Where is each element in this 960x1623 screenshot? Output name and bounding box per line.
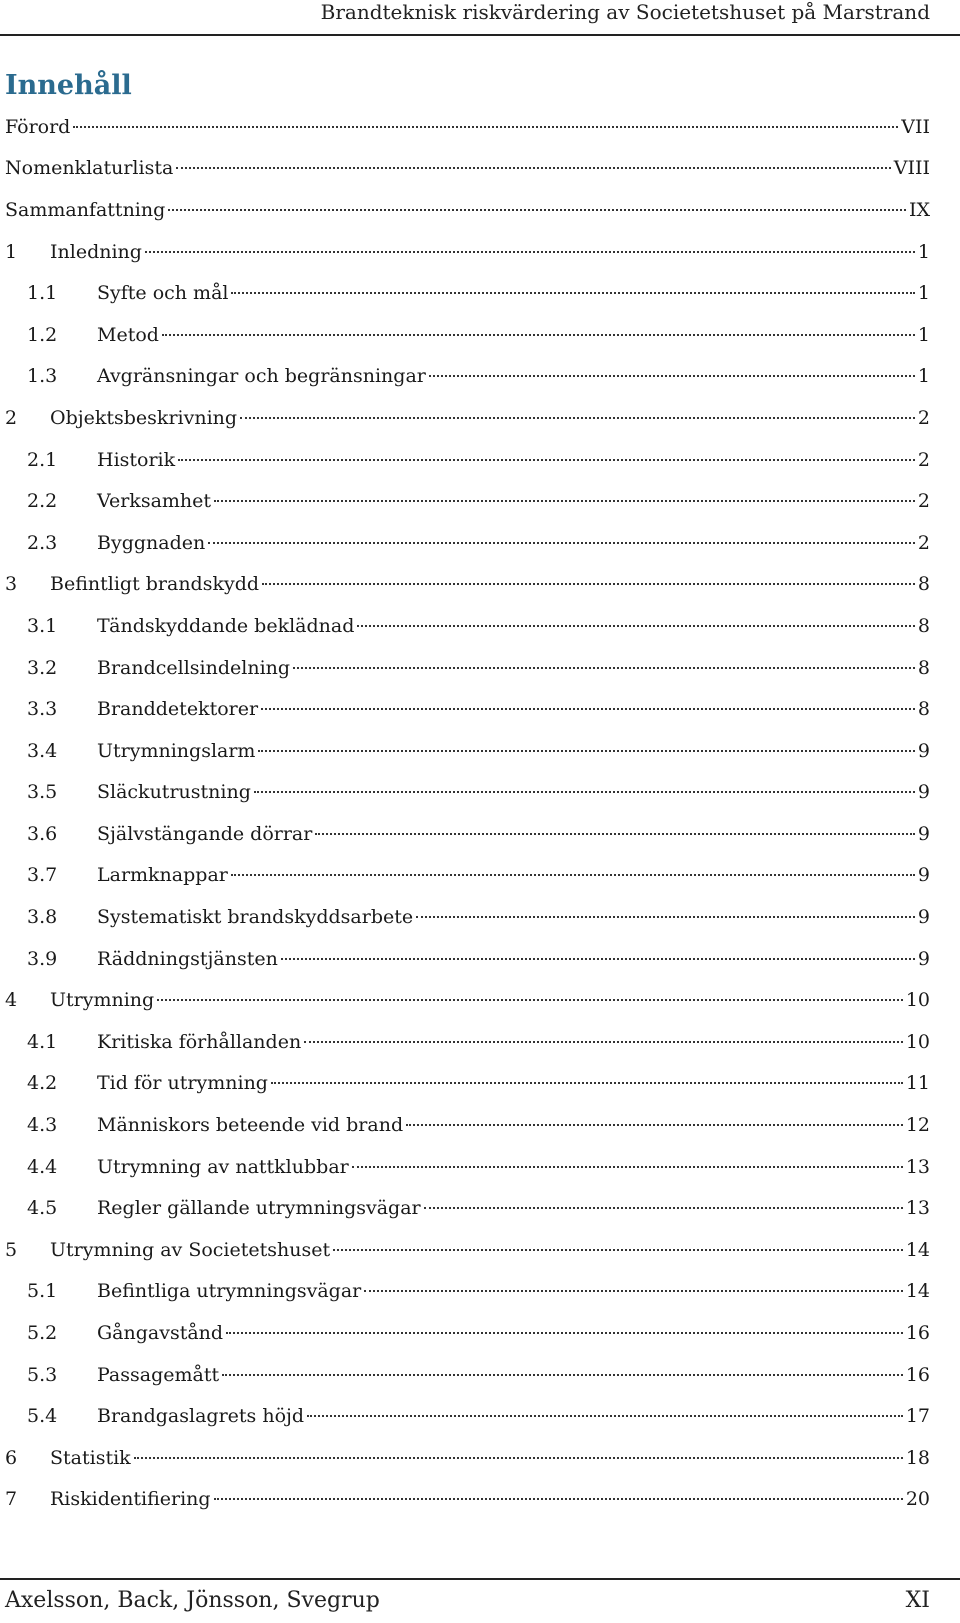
- dot-leader: [214, 500, 915, 502]
- toc-entry-page: 1: [917, 240, 930, 263]
- toc-entry-line: [97, 1280, 930, 1302]
- toc-entry-page: 20: [905, 1488, 930, 1511]
- table-of-contents: [0, 106, 960, 1520]
- toc-entry-number: 4.2: [27, 1072, 58, 1095]
- page-footer: [0, 1578, 960, 1623]
- toc-entry-label: Tändskyddande beklädnad: [97, 614, 355, 637]
- toc-entry-label: Brandgaslagrets höjd: [97, 1405, 305, 1428]
- toc-entry[interactable]: [0, 979, 960, 1021]
- footer-authors: Axelsson, Back, Jönsson, Svegrup: [5, 1588, 380, 1613]
- toc-entry[interactable]: [0, 772, 960, 814]
- toc-entry-page: 12: [905, 1114, 930, 1137]
- toc-entry[interactable]: [0, 1104, 960, 1146]
- toc-entry-label: Utrymning: [50, 989, 155, 1012]
- toc-entry-line: [97, 490, 930, 512]
- toc-entry[interactable]: [0, 896, 960, 938]
- toc-entry-page: 8: [917, 614, 930, 637]
- toc-entry-page: VII: [901, 115, 930, 138]
- toc-entry-page: 13: [905, 1197, 930, 1220]
- toc-entry-page: 10: [905, 1030, 930, 1053]
- toc-entry-label: Förord: [5, 115, 71, 138]
- toc-entry-line: [5, 116, 930, 138]
- toc-entry-number: 5.1: [27, 1280, 58, 1303]
- dot-leader: [231, 292, 914, 294]
- toc-entry-number: 2: [5, 406, 18, 429]
- toc-entry[interactable]: [0, 1437, 960, 1479]
- toc-entry[interactable]: [0, 314, 960, 356]
- toc-entry-label: Branddetektorer: [97, 698, 259, 721]
- toc-entry-line: [50, 989, 930, 1011]
- toc-entry[interactable]: [0, 522, 960, 564]
- toc-entry[interactable]: [0, 1312, 960, 1354]
- dot-leader: [162, 334, 915, 336]
- toc-entry[interactable]: [0, 148, 960, 190]
- toc-entry-line: [97, 1197, 930, 1219]
- toc-entry-number: 5.4: [27, 1405, 58, 1428]
- toc-entry-number: 3.6: [27, 822, 58, 845]
- toc-entry-line: [5, 199, 930, 221]
- toc-entry-label: Befintligt brandskydd: [50, 573, 260, 596]
- toc-entry-label: Verksamhet: [97, 490, 212, 513]
- toc-entry[interactable]: [0, 1146, 960, 1188]
- toc-entry[interactable]: [0, 480, 960, 522]
- toc-entry-number: 2.3: [27, 531, 58, 554]
- toc-entry-page: 1: [917, 323, 930, 346]
- toc-entry-page: VIII: [893, 157, 930, 180]
- dot-leader: [214, 1498, 903, 1500]
- toc-entry-number: 7: [5, 1488, 18, 1511]
- toc-entry[interactable]: [0, 730, 960, 772]
- dot-leader: [406, 1124, 903, 1126]
- toc-entry-line: [97, 698, 930, 720]
- toc-entry-number: 4.4: [27, 1155, 58, 1178]
- toc-entry-page: 16: [905, 1363, 930, 1386]
- toc-entry-line: [97, 1364, 930, 1386]
- toc-entry-number: 1.1: [27, 282, 58, 305]
- toc-entry-line: [97, 282, 930, 304]
- toc-entry-line: [97, 1072, 930, 1094]
- toc-entry-label: Sammanfattning: [5, 198, 166, 221]
- toc-entry-number: 5.3: [27, 1363, 58, 1386]
- toc-entry-page: 9: [917, 739, 930, 762]
- toc-entry-line: [97, 1031, 930, 1053]
- dot-leader: [352, 1166, 903, 1168]
- toc-entry[interactable]: [0, 855, 960, 897]
- dot-leader: [315, 833, 915, 835]
- toc-entry-number: 4: [5, 989, 18, 1012]
- toc-entry-line: [50, 573, 930, 595]
- toc-entry-line: [97, 1114, 930, 1136]
- toc-entry-number: 3.7: [27, 864, 58, 887]
- toc-entry-number: 3.9: [27, 947, 58, 970]
- toc-entry[interactable]: [0, 397, 960, 439]
- toc-entry-line: [97, 1156, 930, 1178]
- dot-leader: [178, 459, 915, 461]
- toc-entry-label: Passagemått: [97, 1363, 220, 1386]
- toc-entry-line: [5, 157, 930, 179]
- dot-leader: [424, 1207, 903, 1209]
- toc-entry-line: [50, 407, 930, 429]
- dot-leader: [226, 1332, 903, 1334]
- dot-leader: [240, 417, 915, 419]
- toc-entry[interactable]: [0, 1354, 960, 1396]
- toc-entry-page: IX: [908, 198, 930, 221]
- toc-entry-line: [97, 948, 930, 970]
- dot-leader: [254, 791, 915, 793]
- toc-entry[interactable]: [0, 1063, 960, 1105]
- toc-entry[interactable]: [0, 1021, 960, 1063]
- toc-entry[interactable]: [0, 356, 960, 398]
- toc-entry-label: Brandcellsindelning: [97, 656, 291, 679]
- toc-entry-label: Avgränsningar och begränsningar: [97, 365, 426, 388]
- toc-entry-number: 3: [5, 573, 18, 596]
- dot-leader: [73, 126, 898, 128]
- toc-entry[interactable]: [0, 813, 960, 855]
- toc-entry-label: Regler gällande utrymningsvägar: [97, 1197, 421, 1220]
- toc-entry-label: Gångavstånd: [97, 1322, 224, 1345]
- toc-entry-line: [97, 781, 930, 803]
- dot-leader: [429, 375, 915, 377]
- toc-entry-line: [97, 864, 930, 886]
- toc-entry-label: Syfte och mål: [97, 282, 229, 305]
- dot-leader: [134, 1457, 903, 1459]
- toc-entry-label: Självstängande dörrar: [97, 822, 313, 845]
- toc-entry[interactable]: [0, 938, 960, 980]
- toc-entry-page: 9: [917, 864, 930, 887]
- toc-entry-line: [97, 740, 930, 762]
- toc-entry-label: Larmknappar: [97, 864, 228, 887]
- toc-entry[interactable]: [0, 647, 960, 689]
- toc-entry[interactable]: [0, 106, 960, 148]
- toc-entry-number: 1.3: [27, 365, 58, 388]
- toc-entry[interactable]: [0, 231, 960, 273]
- toc-entry[interactable]: [0, 1479, 960, 1521]
- dot-leader: [357, 625, 915, 627]
- dot-leader: [304, 1041, 903, 1043]
- toc-entry-number: 4.1: [27, 1030, 58, 1053]
- toc-heading: Innehåll: [5, 70, 132, 101]
- dot-leader: [293, 667, 915, 669]
- toc-entry-page: 14: [905, 1238, 930, 1261]
- toc-entry-label: Släckutrustning: [97, 781, 251, 804]
- toc-entry-label: Utrymning av Societetshuset: [50, 1238, 331, 1261]
- toc-entry-label: Historik: [97, 448, 176, 471]
- toc-entry-page: 8: [917, 698, 930, 721]
- toc-entry[interactable]: [0, 272, 960, 314]
- toc-entry-number: 3.4: [27, 739, 58, 762]
- page-header: [0, 0, 960, 36]
- dot-leader: [262, 583, 915, 585]
- toc-entry-line: [97, 615, 930, 637]
- toc-entry-page: 9: [917, 947, 930, 970]
- toc-entry-label: Riskidentifiering: [50, 1488, 211, 1511]
- toc-entry-label: Kritiska förhållanden: [97, 1030, 302, 1053]
- toc-entry-number: 3.8: [27, 906, 58, 929]
- footer-page-number: XI: [905, 1588, 930, 1613]
- toc-entry-line: [97, 823, 930, 845]
- toc-entry[interactable]: [0, 1395, 960, 1437]
- dot-leader: [416, 916, 915, 918]
- toc-entry-line: [50, 1239, 930, 1261]
- toc-entry-label: Tid för utrymning: [97, 1072, 268, 1095]
- toc-entry-page: 9: [917, 822, 930, 845]
- toc-entry-line: [50, 1447, 930, 1469]
- toc-entry-page: 9: [917, 781, 930, 804]
- toc-entry-label: Metod: [97, 323, 159, 346]
- toc-entry[interactable]: [0, 189, 960, 231]
- toc-entry-number: 5.2: [27, 1322, 58, 1345]
- toc-entry-label: Befintliga utrymningsvägar: [97, 1280, 362, 1303]
- toc-entry-line: [97, 1322, 930, 1344]
- toc-entry[interactable]: [0, 1271, 960, 1313]
- toc-entry-number: 3.2: [27, 656, 58, 679]
- dot-leader: [364, 1290, 903, 1292]
- toc-entry-number: 2.2: [27, 490, 58, 513]
- toc-entry-line: [97, 906, 930, 928]
- toc-entry-line: [50, 1488, 930, 1510]
- toc-entry-page: 17: [905, 1405, 930, 1428]
- toc-entry-label: Utrymning av nattklubbar: [97, 1155, 349, 1178]
- toc-entry-line: [97, 324, 930, 346]
- toc-entry-number: 4.3: [27, 1114, 58, 1137]
- dot-leader: [258, 750, 914, 752]
- dot-leader: [145, 251, 915, 253]
- toc-entry-page: 2: [917, 448, 930, 471]
- toc-entry-number: 3.3: [27, 698, 58, 721]
- toc-entry-line: [97, 449, 930, 471]
- toc-entry-page: 13: [905, 1155, 930, 1178]
- toc-entry-label: Statistik: [50, 1446, 131, 1469]
- toc-entry-page: 16: [905, 1322, 930, 1345]
- toc-entry-line: [97, 1405, 930, 1427]
- toc-entry-page: 2: [917, 490, 930, 513]
- toc-entry-number: 1.2: [27, 323, 58, 346]
- toc-entry-page: 18: [905, 1446, 930, 1469]
- toc-entry[interactable]: [0, 439, 960, 481]
- toc-entry-page: 2: [917, 406, 930, 429]
- dot-leader: [157, 999, 903, 1001]
- toc-entry-page: 2: [917, 531, 930, 554]
- dot-leader: [261, 708, 915, 710]
- dot-leader: [333, 1249, 903, 1251]
- toc-entry-number: 3.1: [27, 614, 58, 637]
- dot-leader: [281, 958, 915, 960]
- toc-entry-page: 10: [905, 989, 930, 1012]
- toc-entry-page: 1: [917, 282, 930, 305]
- toc-entry[interactable]: [0, 605, 960, 647]
- toc-entry-number: 6: [5, 1446, 18, 1469]
- toc-entry-label: Nomenklaturlista: [5, 157, 174, 180]
- toc-entry-number: 3.5: [27, 781, 58, 804]
- toc-entry-line: [50, 241, 930, 263]
- toc-entry-page: 14: [905, 1280, 930, 1303]
- dot-leader: [271, 1082, 903, 1084]
- dot-leader: [307, 1415, 903, 1417]
- toc-entry-label: Räddningstjänsten: [97, 947, 278, 970]
- toc-entry-label: Utrymningslarm: [97, 739, 256, 762]
- toc-entry-line: [97, 532, 930, 554]
- dot-leader: [176, 167, 890, 169]
- toc-entry[interactable]: [0, 1187, 960, 1229]
- toc-entry[interactable]: [0, 688, 960, 730]
- toc-entry-page: 9: [917, 906, 930, 929]
- dot-leader: [222, 1374, 903, 1376]
- toc-entry-number: 1: [5, 240, 18, 263]
- toc-entry-page: 8: [917, 656, 930, 679]
- toc-entry[interactable]: [0, 1229, 960, 1271]
- toc-entry-label: Människors beteende vid brand: [97, 1114, 404, 1137]
- toc-entry[interactable]: [0, 564, 960, 606]
- toc-entry-label: Byggnaden: [97, 531, 206, 554]
- dot-leader: [208, 542, 915, 544]
- toc-entry-page: 1: [917, 365, 930, 388]
- toc-entry-line: [97, 365, 930, 387]
- dot-leader: [231, 874, 915, 876]
- document-title: Brandteknisk riskvärdering av Societetshuset på Marstrand: [320, 0, 930, 24]
- toc-entry-number: 4.5: [27, 1197, 58, 1220]
- toc-entry-page: 8: [917, 573, 930, 596]
- toc-entry-line: [97, 657, 930, 679]
- toc-entry-label: Inledning: [50, 240, 142, 263]
- toc-entry-page: 11: [905, 1072, 930, 1095]
- dot-leader: [168, 209, 906, 211]
- toc-entry-number: 2.1: [27, 448, 58, 471]
- toc-entry-label: Systematiskt brandskyddsarbete: [97, 906, 414, 929]
- toc-entry-label: Objektsbeskrivning: [50, 406, 238, 429]
- toc-entry-number: 5: [5, 1238, 18, 1261]
